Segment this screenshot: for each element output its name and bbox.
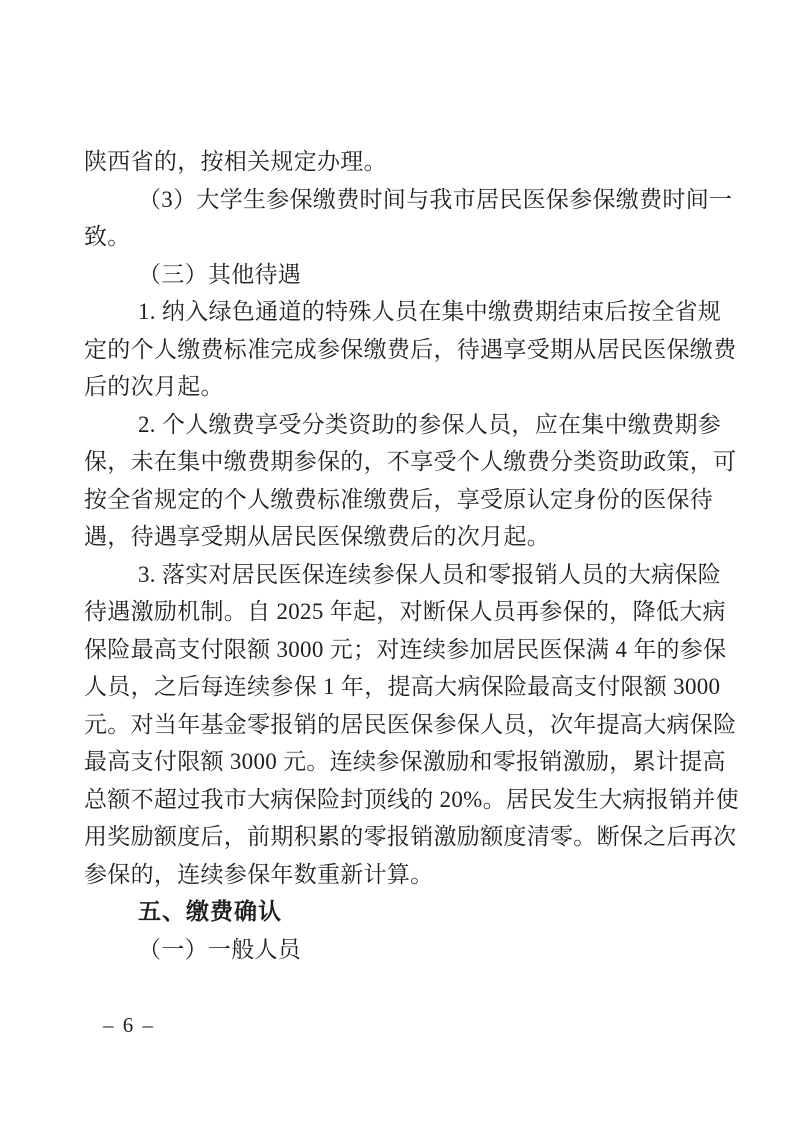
text-line: 用奖励额度后，前期积累的零报销激励额度清零。断保之后再次 — [84, 824, 737, 849]
text-line: 元。对当年基金零报销的居民医保参保人员，次年提高大病保险 — [84, 711, 737, 737]
text-line: 保险最高支付限额 3000 元；对连续参加居民医保满 4 年的参保 — [84, 636, 727, 662]
text-line: 定的个人缴费标准完成参保缴费后，待遇享受期从居民医保缴费 — [84, 336, 737, 362]
text-line: 待遇激励机制。自 2025 年起，对断保人员再参保的，降低大病 — [84, 599, 726, 624]
subsection-heading: （三）其他待遇 — [138, 261, 302, 287]
text-line: 陕西省的，按相关规定办理。 — [84, 149, 387, 174]
text-line: 后的次月起。 — [84, 374, 224, 399]
text-line: 最高支付限额 3000 元。连续参保激励和零报销激励，累计提高 — [84, 749, 726, 774]
document-body — [84, 143, 764, 968]
section-heading: 五、缴费确认 — [138, 898, 282, 924]
text-line: 3. 落实对居民医保连续参保人员和零报销人员的大病保险 — [138, 561, 722, 587]
text-line: 人员，之后每连续参保 1 年，提高大病保险最高支付限额 3000 — [84, 674, 721, 699]
text-line: 参保的，连续参保年数重新计算。 — [84, 861, 434, 887]
text-line: 总额不超过我市大病保险封顶线的 20%。居民发生大病报销并使 — [84, 786, 739, 812]
page-number: – 6 – — [103, 1013, 155, 1037]
text-line: 保，未在集中缴费期参保的，不享受个人缴费分类资助政策，可 — [84, 449, 737, 474]
text-line: 1. 纳入绿色通道的特殊人员在集中缴费期结束后按全省规 — [138, 299, 722, 324]
text-line: 致。 — [84, 224, 131, 249]
text-line: （3）大学生参保缴费时间与我市居民医保参保缴费时间一 — [138, 186, 733, 212]
text-line: 2. 个人缴费享受分类资助的参保人员，应在集中缴费期参 — [138, 411, 722, 437]
text-line: 按全省规定的个人缴费标准缴费后，享受原认定身份的医保待 — [84, 486, 714, 512]
subsection-heading: （一）一般人员 — [138, 936, 302, 962]
text-line: 遇，待遇享受期从居民医保缴费后的次月起。 — [84, 524, 550, 549]
